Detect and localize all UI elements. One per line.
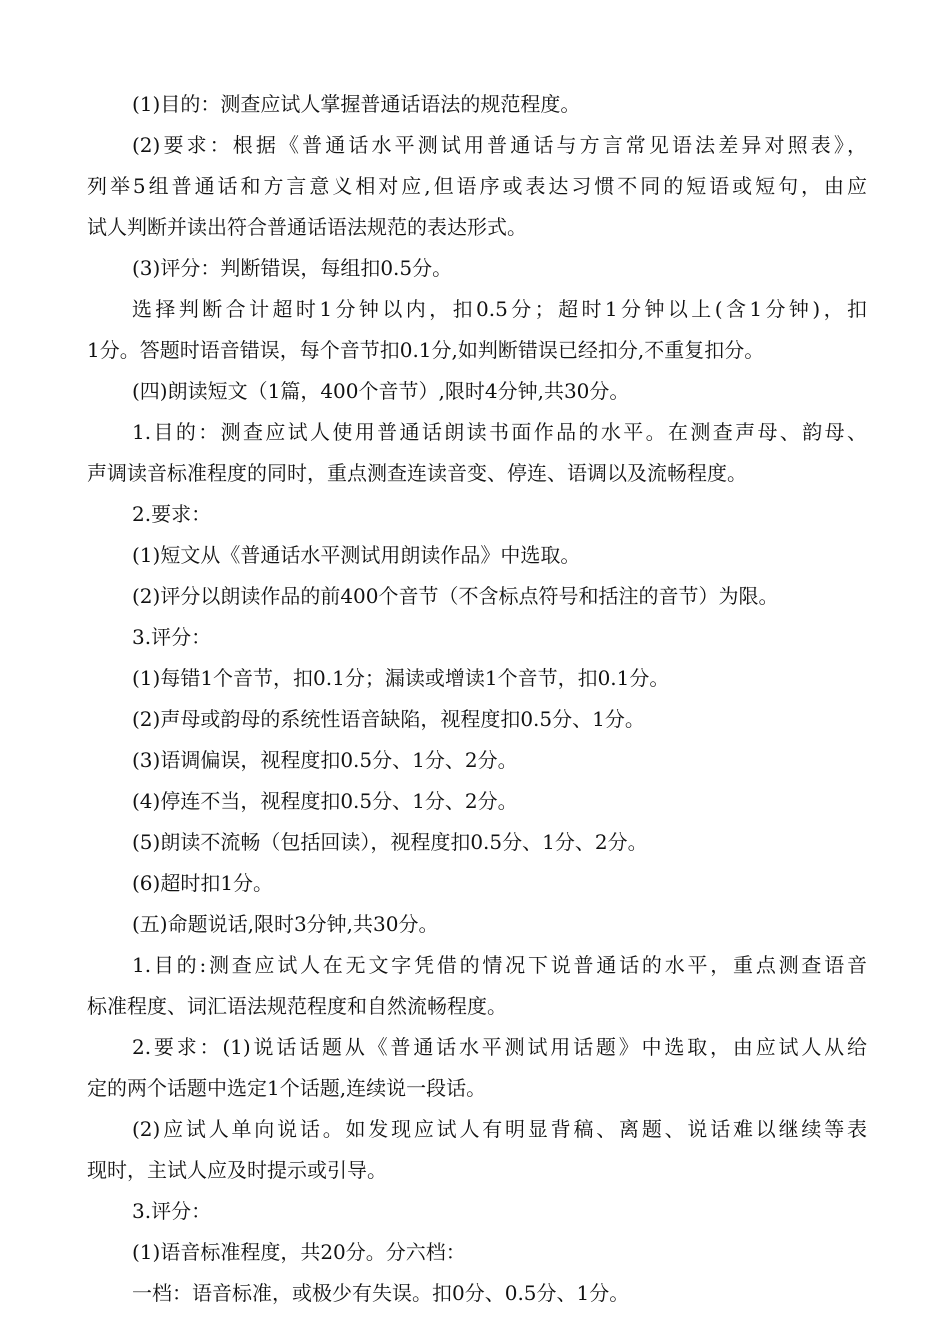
text-line: 1.目的：测查应试人使用普通话朗读书面作品的水平。在测查声母、韵母、	[132, 420, 867, 444]
text-line: (3)评分：判断错误，每组扣0.5分。	[132, 256, 453, 280]
text-line: 试人判断并读出符合普通话语法规范的表达形式。	[87, 215, 527, 239]
text-line: (五)命题说话,限时3分钟,共30分。	[132, 912, 439, 936]
text-line: (5)朗读不流畅（包括回读），视程度扣0.5分、1分、2分。	[132, 830, 648, 854]
text-line: (1)每错1个音节，扣0.1分；漏读或增读1个音节，扣0.1分。	[132, 666, 670, 690]
text-line: 定的两个话题中选定1个话题,连续说一段话。	[87, 1076, 487, 1100]
text-line: (1)语音标准程度，共20分。分六档：	[132, 1240, 466, 1264]
text-line: (1)短文从《普通话水平测试用朗读作品》中选取。	[132, 543, 581, 567]
text-line: (6)超时扣1分。	[132, 871, 274, 895]
text-line: 3.评分：	[132, 625, 212, 649]
text-line: 声调读音标准程度的同时，重点测查连读音变、停连、语调以及流畅程度。	[87, 461, 747, 485]
text-line: 2.要求：	[132, 502, 212, 526]
document-body	[87, 84, 867, 1314]
text-line: (2)要求：根据《普通话水平测试用普通话与方言常见语法差异对照表》，	[132, 133, 867, 157]
text-line: 3.评分：	[132, 1199, 212, 1223]
text-line: 选择判断合计超时1分钟以内，扣0.5分；超时1分钟以上(含1分钟)，扣	[132, 297, 867, 321]
text-line: (2)评分以朗读作品的前400个音节（不含标点符号和括注的音节）为限。	[132, 584, 779, 608]
text-line: 现时，主试人应及时提示或引导。	[87, 1158, 387, 1182]
text-line: (四)朗读短文（1篇，400个音节）,限时4分钟,共30分。	[132, 379, 630, 403]
text-line: 2.要求：(1)说话话题从《普通话水平测试用话题》中选取，由应试人从给	[132, 1035, 867, 1059]
text-line: 一档：语音标准，或极少有失误。扣0分、0.5分、1分。	[132, 1281, 630, 1305]
text-line: 1分。答题时语音错误，每个音节扣0.1分,如判断错误已经扣分,不重复扣分。	[87, 338, 765, 362]
text-line: (2)声母或韵母的系统性语音缺陷，视程度扣0.5分、1分。	[132, 707, 645, 731]
text-line: 标准程度、词汇语法规范程度和自然流畅程度。	[87, 994, 507, 1018]
text-line: 1.目的:测查应试人在无文字凭借的情况下说普通话的水平，重点测查语音	[132, 953, 867, 977]
text-line: (2)应试人单向说话。如发现应试人有明显背稿、离题、说话难以继续等表	[132, 1117, 867, 1141]
text-line: (4)停连不当，视程度扣0.5分、1分、2分。	[132, 789, 518, 813]
text-line: (3)语调偏误，视程度扣0.5分、1分、2分。	[132, 748, 518, 772]
text-line: 列举5组普通话和方言意义相对应,但语序或表达习惯不同的短语或短句，由应	[87, 174, 867, 198]
text-line: (1)目的：测查应试人掌握普通话语法的规范程度。	[132, 92, 581, 116]
